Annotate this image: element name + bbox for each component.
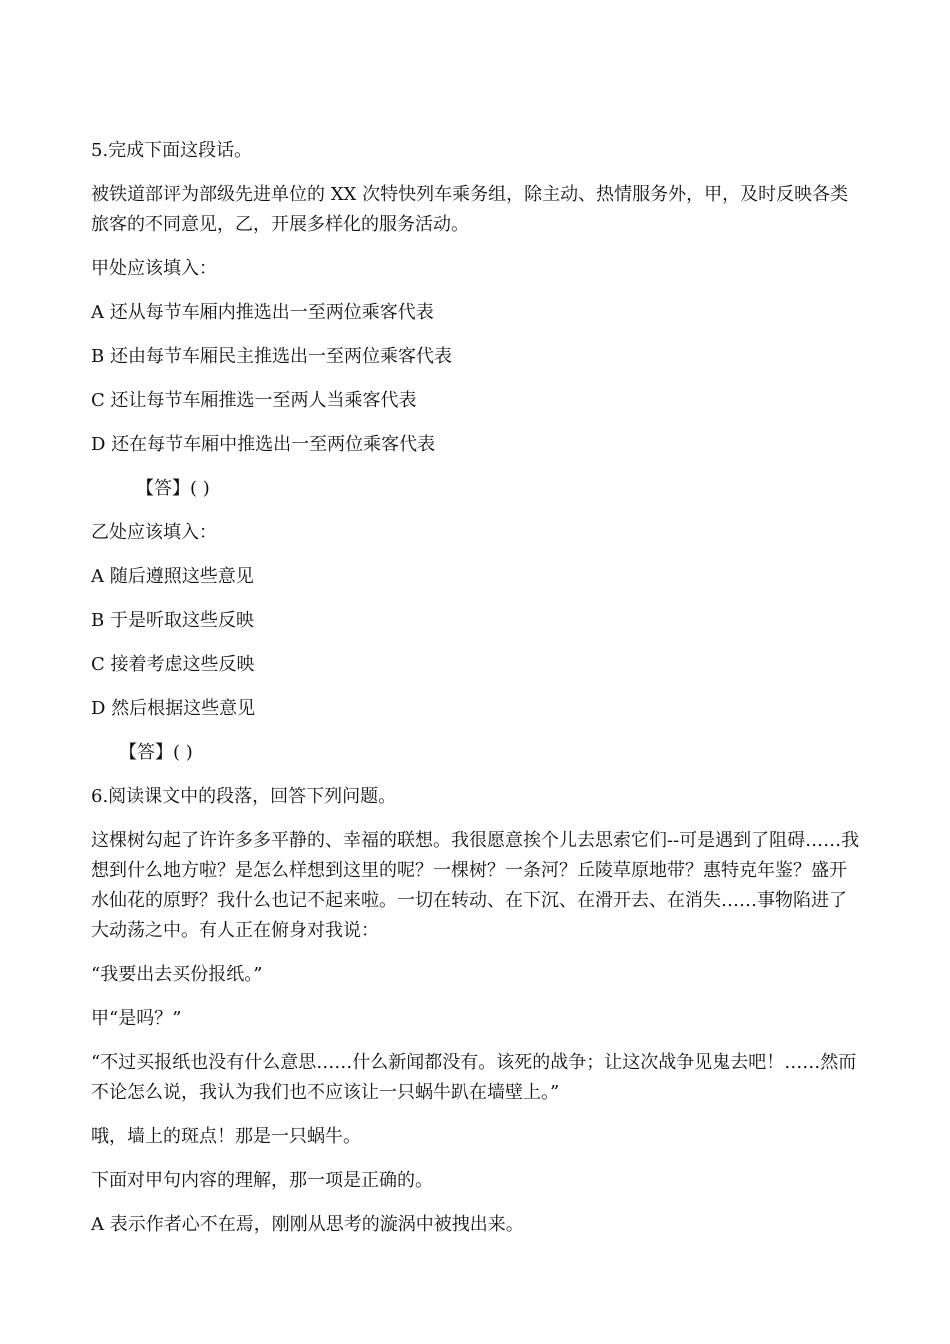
- yi-option-c: C 接着考虑这些反映: [91, 654, 255, 675]
- jia-option-a: A 还从每节车厢内推选出一至两位乘客代表: [91, 302, 434, 323]
- reading-paragraph: 哦，墙上的斑点！那是一只蜗牛。: [91, 1126, 361, 1147]
- document-page: [91, 136, 861, 1240]
- question-6-prompt: 下面对甲句内容的理解，那一项是正确的。: [91, 1170, 433, 1191]
- question-6-option-a: A 表示作者心不在焉，刚刚从思考的漩涡中被拽出来。: [91, 1214, 524, 1235]
- yi-option-b: B 于是听取这些反映: [91, 610, 254, 631]
- question-6-title: 6.阅读课文中的段落，回答下列问题。: [91, 786, 397, 807]
- jia-prompt: 甲处应该填入：: [91, 258, 217, 279]
- question-5-passage: 被铁道部评为部级先进单位的 XX 次特快列车乘务组，除主动、热情服务外，甲，及时反映各类旅客的不同意见，乙，开展多样化的服务活动。: [91, 184, 849, 235]
- reading-paragraph: “不过买报纸也没有什么意思……什么新闻都没有。该死的战争；让这次战争见鬼去吧！……然而不论怎么说，我认为我们也不应该让一只蜗牛趴在墙壁上。”: [91, 1052, 857, 1103]
- question-5-title: 5.完成下面这段话。: [91, 140, 253, 161]
- jia-option-c: C 还让每节车厢推选一至两人当乘客代表: [91, 390, 417, 411]
- reading-paragraph: 甲“是吗？”: [91, 1008, 182, 1029]
- jia-option-d: D 还在每节车厢中推选出一至两位乘客代表: [91, 434, 436, 455]
- yi-prompt: 乙处应该填入：: [91, 522, 217, 543]
- yi-option-d: D 然后根据这些意见: [91, 698, 256, 719]
- jia-answer-blank: 【答】( ): [136, 478, 210, 499]
- yi-answer-blank: 【答】( ): [119, 742, 193, 763]
- reading-paragraph: “我要出去买份报纸。”: [91, 964, 263, 985]
- jia-option-b: B 还由每节车厢民主推选出一至两位乘客代表: [91, 346, 452, 367]
- reading-paragraph: 这棵树勾起了许许多多平静的、幸福的联想。我很愿意挨个儿去思索它们--可是遇到了阻碍……我想到什么地方啦？是怎么样想到这里的呢？一棵树？一条河？丘陵草原地带？惠特克年鉴？盛开水仙花的原野？我什么也记不起来啦。一切在转动、在下沉、在滑开去、在消失……事物陷进了大动荡之中。有人正在俯身对我说：: [91, 830, 860, 941]
- yi-option-a: A 随后遵照这些意见: [91, 566, 254, 587]
